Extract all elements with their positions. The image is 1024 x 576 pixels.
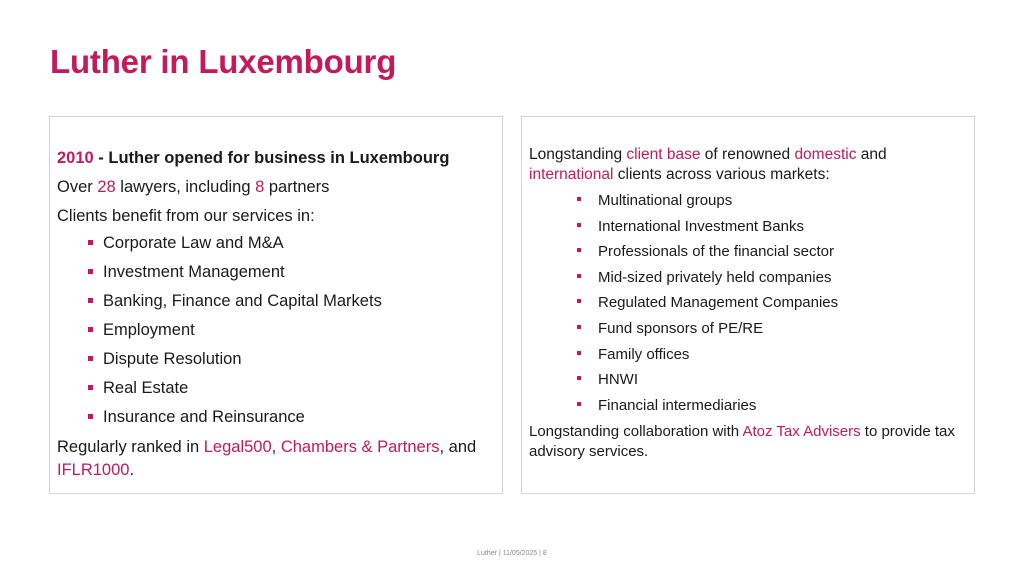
list-item	[88, 349, 382, 378]
bullet-square-icon	[88, 269, 93, 274]
list-item	[577, 217, 838, 243]
market-label: Regulated Management Companies	[598, 294, 839, 312]
partners-count: 8	[255, 178, 265, 196]
list-item	[577, 319, 838, 345]
right-panel	[521, 116, 975, 494]
list-item	[88, 378, 382, 407]
ranked-and: , and	[439, 438, 477, 456]
lawyers-count: 28	[97, 178, 116, 196]
markets-list	[577, 191, 838, 421]
bullet-square-icon	[88, 298, 93, 303]
legal500-link: Legal500	[203, 438, 272, 456]
client-base-intro	[529, 145, 949, 185]
collaboration-text	[529, 422, 969, 462]
bullet-square-icon	[577, 325, 581, 329]
market-label: International Investment Banks	[598, 217, 804, 235]
market-label: Professionals of the financial sector	[598, 243, 834, 261]
list-item	[577, 345, 838, 371]
atoz-link: Atoz Tax Advisers	[742, 423, 861, 440]
bullet-square-icon	[88, 414, 93, 419]
list-item	[88, 291, 382, 320]
service-label: Corporate Law and M&A	[103, 234, 284, 252]
bullet-square-icon	[88, 356, 93, 361]
service-label: Dispute Resolution	[103, 350, 242, 368]
service-label: Real Estate	[103, 379, 189, 397]
ranked-end: .	[129, 461, 135, 479]
intro-text: of renowned	[700, 146, 795, 163]
list-item	[577, 268, 838, 294]
service-label: Insurance and Reinsurance	[103, 408, 305, 426]
lawyers-mid: lawyers, including	[115, 178, 256, 196]
bullet-square-icon	[88, 240, 93, 245]
list-item	[88, 320, 382, 349]
market-label: Multinational groups	[598, 192, 733, 209]
iflr-link: IFLR1000	[57, 461, 130, 479]
left-panel	[49, 116, 503, 494]
international-term: international	[529, 166, 614, 183]
services-list	[88, 233, 382, 436]
market-label: Family offices	[598, 345, 690, 363]
service-label: Banking, Finance and Capital Markets	[103, 292, 382, 310]
bullet-square-icon	[88, 385, 93, 390]
rankings-text	[57, 436, 497, 482]
market-label: Financial intermediaries	[598, 396, 757, 414]
list-item	[88, 407, 382, 436]
list-item	[88, 262, 382, 291]
founding-year: 2010	[57, 149, 94, 167]
bullet-square-icon	[577, 351, 581, 355]
intro-text: Longstanding	[529, 146, 627, 163]
intro-text: and	[856, 146, 887, 163]
clients-intro: Clients benefit from our services in:	[57, 207, 315, 225]
collab-text: to provide tax advisory services.	[529, 423, 955, 460]
ranked-prefix: Regularly ranked in	[57, 438, 204, 456]
domestic-term: domestic	[794, 146, 857, 163]
chambers-link: Chambers & Partners	[280, 438, 440, 456]
list-item	[577, 293, 838, 319]
slide-footer: Luther | 11/05/2025 | 8	[477, 550, 547, 557]
bullet-square-icon	[577, 299, 581, 303]
list-item	[577, 242, 838, 268]
bullet-square-icon	[577, 274, 581, 278]
opened-text: - Luther opened for business in Luxembourg	[93, 149, 450, 167]
collab-text: Longstanding collaboration with	[529, 423, 743, 440]
list-item	[577, 370, 838, 396]
bullet-square-icon	[88, 327, 93, 332]
bullet-square-icon	[577, 197, 581, 201]
client-base-term: client base	[626, 146, 701, 163]
market-label: Fund sponsors of PE/RE	[598, 319, 764, 337]
list-item	[88, 233, 382, 262]
service-label: Employment	[103, 321, 195, 339]
market-label: Mid-sized privately held companies	[598, 268, 832, 286]
ranked-sep: ,	[271, 438, 281, 456]
market-label: HNWI	[598, 371, 638, 389]
partners-suffix: partners	[264, 178, 330, 196]
lawyers-line	[57, 177, 329, 197]
bullet-square-icon	[577, 223, 581, 227]
page-title: Luther in Luxembourg	[50, 43, 397, 80]
bullet-square-icon	[577, 402, 581, 406]
opened-line	[57, 148, 449, 168]
bullet-square-icon	[577, 248, 581, 252]
list-item	[577, 396, 838, 422]
list-item	[577, 191, 838, 217]
lawyers-prefix: Over	[57, 178, 98, 196]
bullet-square-icon	[577, 376, 581, 380]
service-label: Investment Management	[103, 263, 285, 281]
intro-text: clients across various markets:	[613, 166, 830, 183]
